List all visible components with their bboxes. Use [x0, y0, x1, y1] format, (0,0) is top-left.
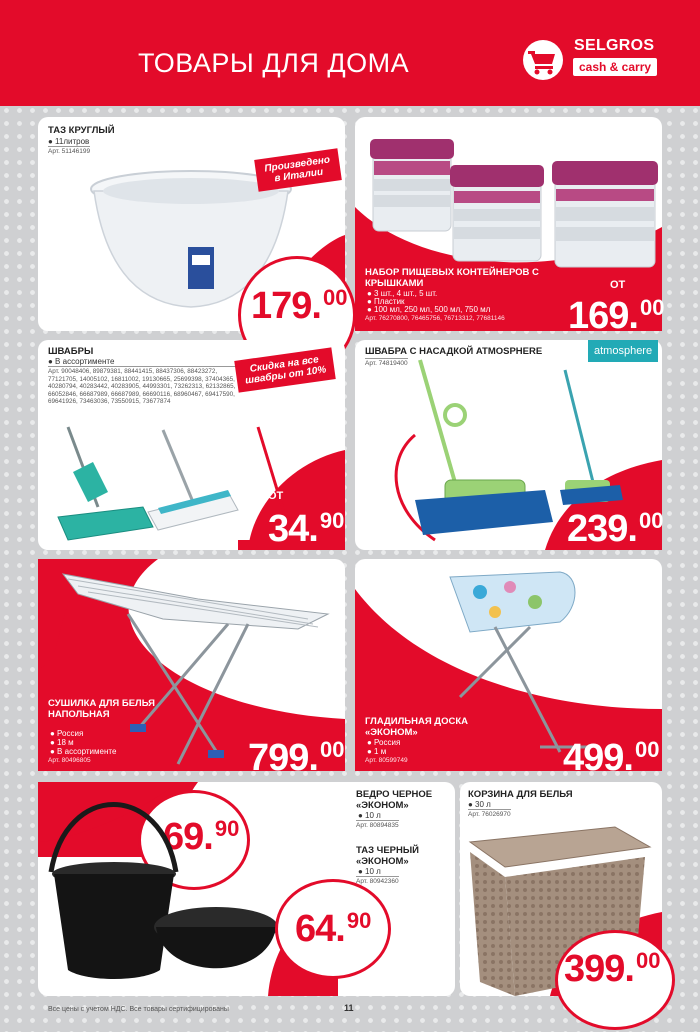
page-number: 11 — [344, 1003, 354, 1013]
footer-note: Все цены с учетом НДС. Все товары сертифицированы — [48, 1006, 229, 1013]
product-name: КОРЗИНА ДЛЯ БЕЛЬЯ — [468, 789, 573, 800]
product-spec: ● 100 мл, 250 мл, 500 мл, 750 мл — [367, 305, 491, 314]
product-price — [564, 942, 660, 988]
logo-name: SELGROS — [574, 37, 655, 54]
product-spec: ● В ассортименте — [48, 357, 115, 366]
food-containers-image — [370, 131, 660, 271]
product-spec: ● Пластик — [367, 297, 405, 306]
product-card-mops[interactable] — [38, 340, 345, 550]
price-cents: 90 — [319, 508, 345, 533]
product-spec: ● 18 м — [50, 738, 74, 747]
price-main: 399. — [564, 948, 634, 990]
product-name: НАБОР ПИЩЕВЫХ КОНТЕЙНЕРОВ С КРЫШКАМИ — [365, 267, 539, 289]
price-cents: 00 — [319, 737, 345, 762]
product-article: Арт. 74819400 — [365, 360, 408, 367]
product-card-basin[interactable] — [38, 117, 348, 331]
product-card-ironing-board[interactable] — [355, 559, 662, 779]
product-spec: ● 1 м — [367, 747, 387, 756]
product-name: ГЛАДИЛЬНАЯ ДОСКА «ЭКОНОМ» — [365, 716, 468, 738]
price-cents: 90 — [214, 816, 240, 841]
price-from-label: ОТ — [610, 279, 626, 291]
price-main: 799. — [248, 737, 318, 779]
product-card-bucket-basin[interactable] — [38, 782, 455, 996]
price-cents: 00 — [639, 295, 665, 320]
product-article: Арт. 80894835 — [356, 822, 399, 829]
product-article: Арт. 76270800, 76465756, 76713312, 77681146 — [365, 315, 505, 322]
price-main: 169. — [568, 295, 638, 337]
price-main: 239. — [567, 508, 637, 550]
product-price — [268, 502, 344, 548]
price-from-label: ОТ — [268, 490, 284, 502]
page-header — [0, 0, 700, 106]
product-spec: ● 11литров — [48, 137, 90, 146]
price-main: 69. — [163, 816, 213, 858]
product-spec: ● Россия — [50, 729, 84, 738]
logo-tagline: cash & carry — [573, 58, 657, 76]
selgros-logo[interactable] — [522, 37, 670, 85]
product-article: Арт. 80942360 — [356, 878, 399, 885]
product-spec: ● В ассортименте — [50, 747, 117, 756]
product-name: СУШИЛКА ДЛЯ БЕЛЬЯ НАПОЛЬНАЯ — [48, 698, 156, 720]
product-spec: ● 10 л — [358, 867, 381, 876]
product-card-containers[interactable] — [355, 117, 665, 337]
product-name: ШВАБРЫ — [48, 346, 94, 357]
made-in-italy-badge: Произведено в Италии — [254, 148, 342, 191]
black-bucket-and-basin-image — [46, 792, 286, 992]
product-name: ТАЗ КРУГЛЫЙ — [48, 125, 115, 136]
basin-price — [295, 902, 371, 948]
product-article: Арт. 76026970 — [468, 811, 511, 818]
product-article: Арт. 80496805 — [48, 757, 91, 764]
mops-discount-badge: Скидка на все швабры от 10% — [234, 347, 335, 392]
price-cents: 00 — [635, 948, 661, 973]
product-spec: ● 3 шт., 4 шт., 5 шт. — [367, 289, 438, 298]
product-name: ШВАБРА С НАСАДКОЙ ATMOSPHERE — [365, 346, 543, 357]
product-spec: ● Россия — [367, 738, 401, 747]
price-cents: 00 — [638, 508, 664, 533]
price-main: 179. — [251, 285, 321, 327]
product-name: ТАЗ ЧЕРНЫЙ «ЭКОНОМ» — [356, 845, 419, 867]
product-price — [248, 731, 344, 777]
selgros-cart-icon — [522, 39, 568, 81]
product-article: Арт. 51146199 — [48, 148, 91, 155]
product-article: Арт. 80599749 — [365, 757, 408, 764]
product-card-laundry-basket[interactable] — [460, 782, 662, 996]
price-main: 64. — [295, 908, 345, 950]
page-title: ТОВАРЫ ДЛЯ ДОМА — [138, 48, 410, 78]
product-spec: ● 30 л — [468, 800, 491, 809]
price-cents: 90 — [346, 908, 372, 933]
price-main: 34. — [268, 508, 318, 550]
product-spec: ● 10 л — [358, 811, 381, 820]
price-cents: 00 — [634, 737, 660, 762]
product-price — [563, 731, 659, 777]
product-name: ВЕДРО ЧЕРНОЕ «ЭКОНОМ» — [356, 789, 433, 811]
product-article: Арт. 90048406, 89879381, 88441415, 88437306, 88423272, 77121705, 14005102, 16811002, 19130665, 25699398, 37404365, 40280794, 40283442, 40283905, 44993301, 73262313, 62132865, 66052846, 66687989, 66687989, 66690116, 68960467, 69417590, 69641926, 73463036, 73550915, 73677874 — [48, 368, 236, 406]
product-price — [567, 502, 663, 548]
product-price — [251, 279, 347, 325]
product-card-dryer[interactable] — [38, 559, 345, 779]
price-main: 499. — [563, 737, 633, 779]
product-card-atmosphere-mop[interactable] — [355, 340, 662, 550]
atmosphere-brand-logo: atmosphere — [588, 340, 658, 362]
product-price — [568, 289, 664, 335]
price-cents: 00 — [322, 285, 348, 310]
